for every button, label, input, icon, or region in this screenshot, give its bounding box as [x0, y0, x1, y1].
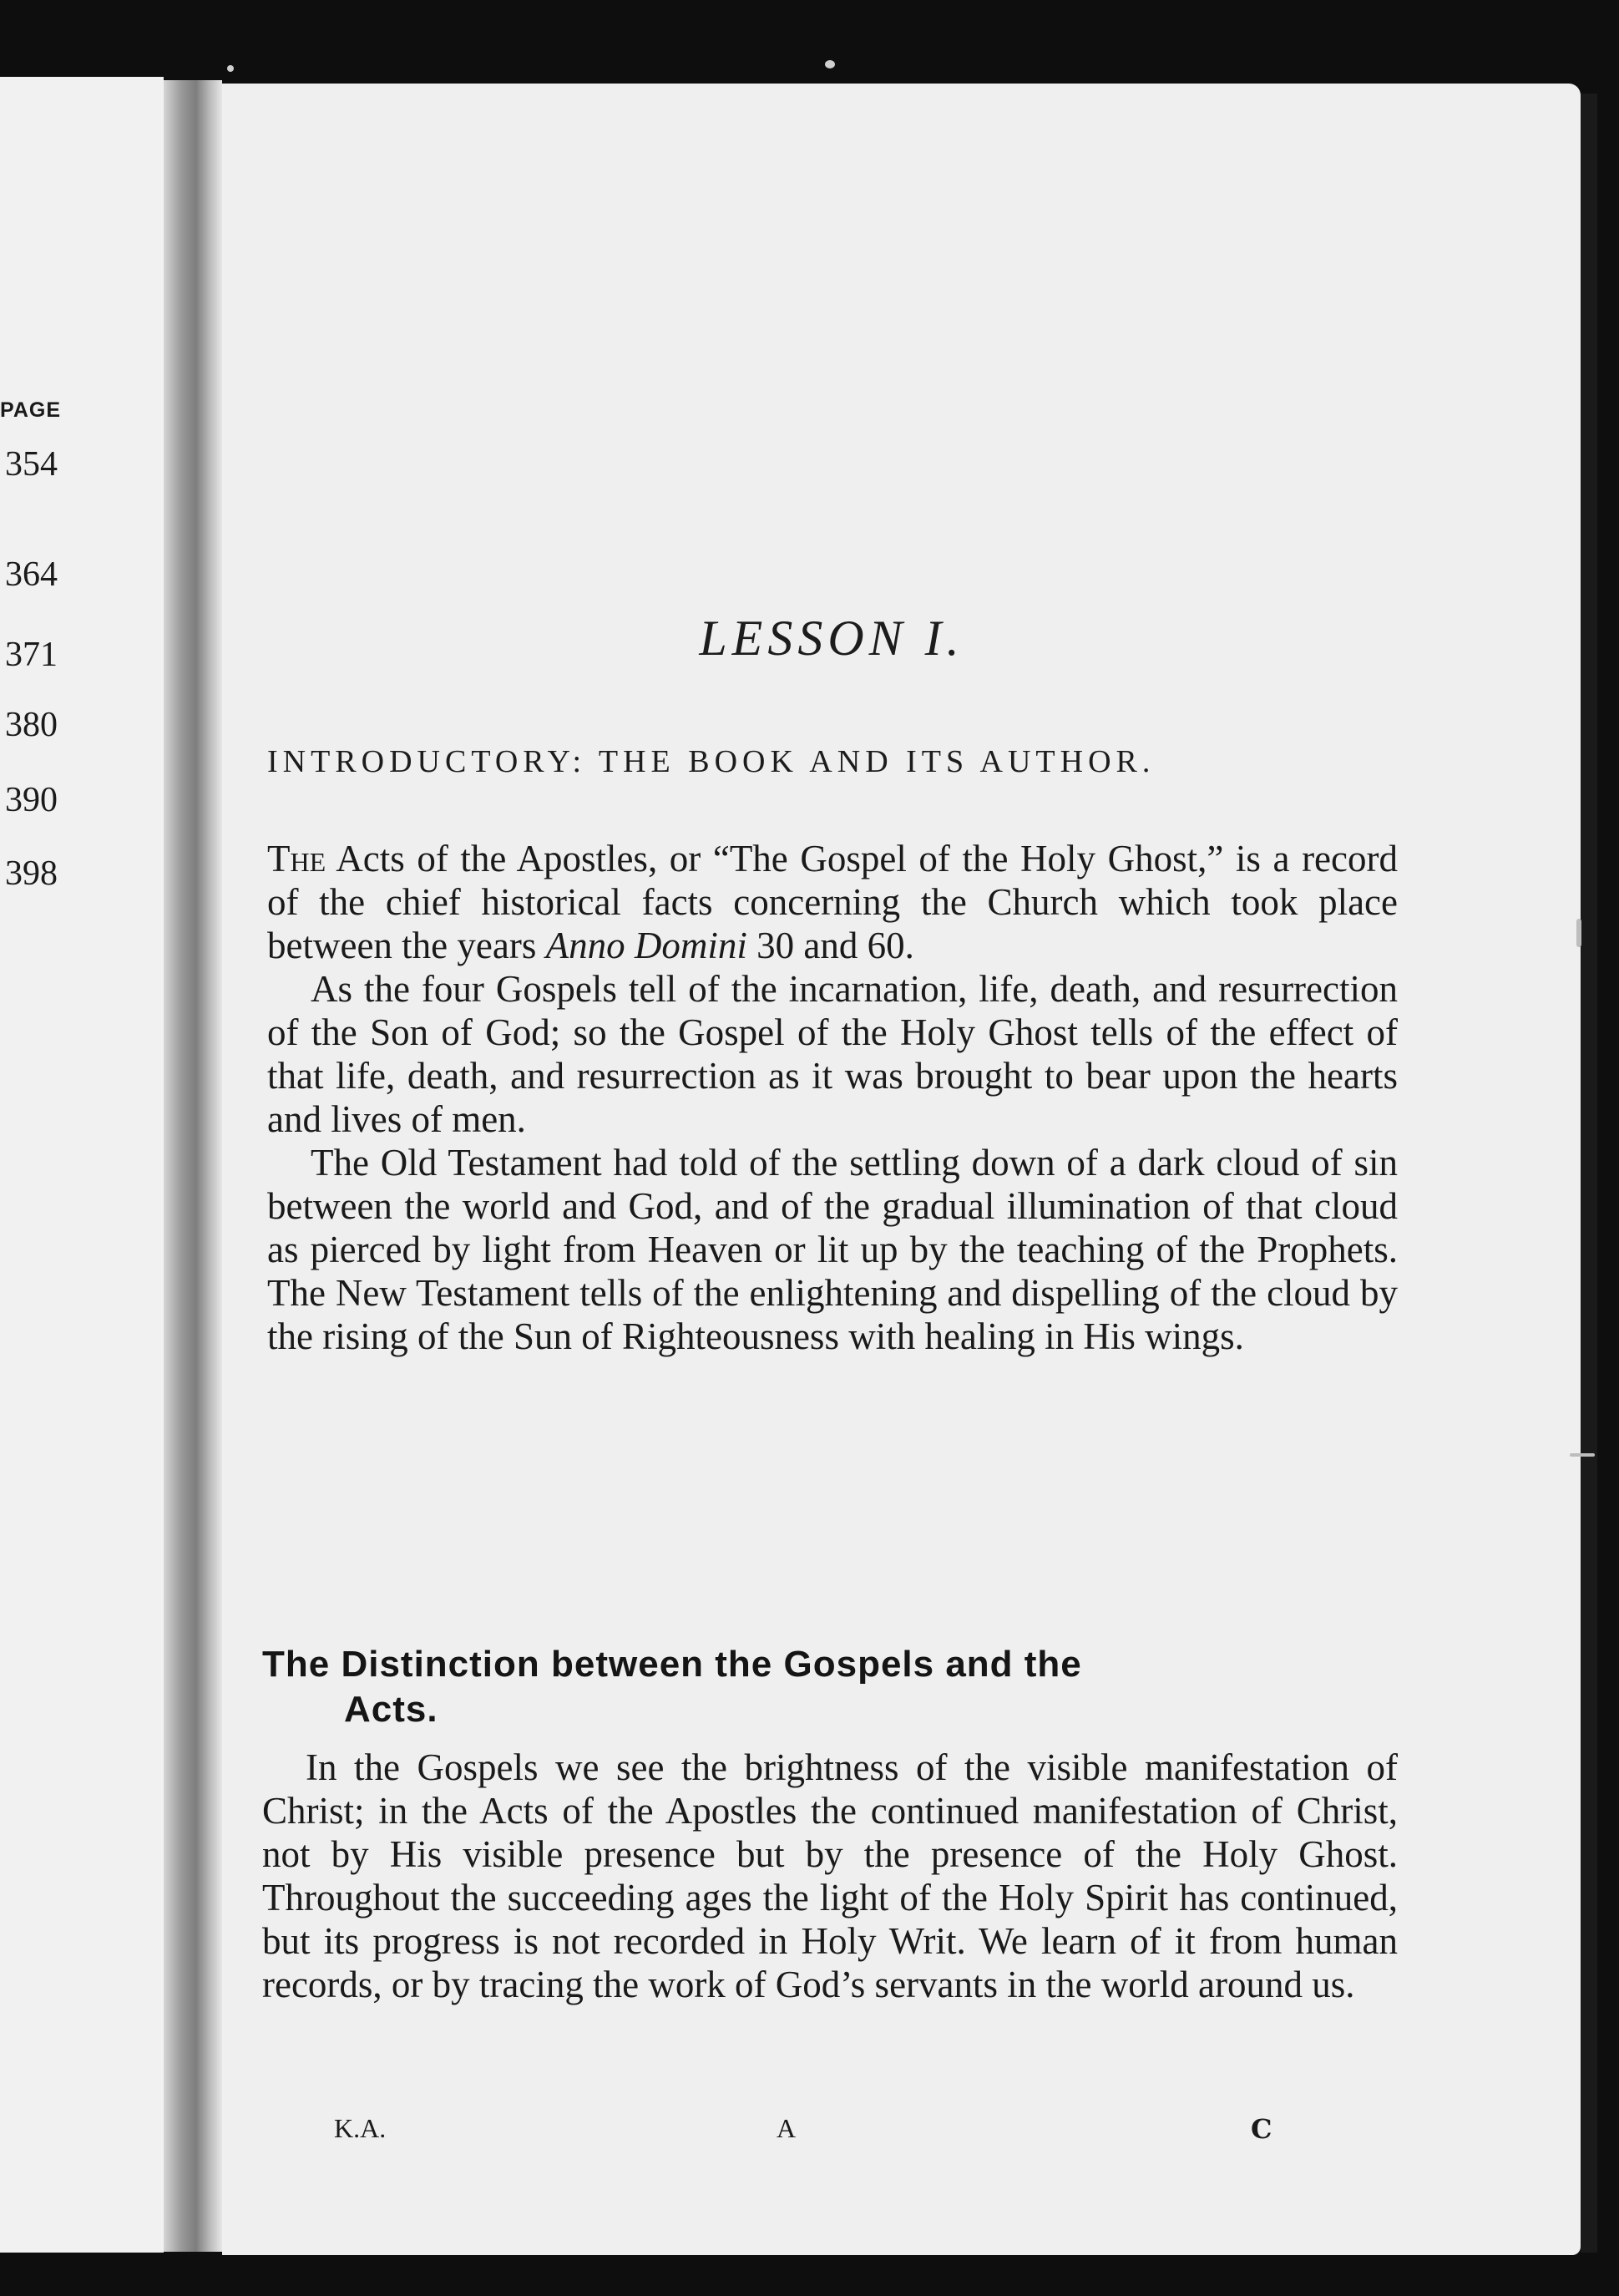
page-number: 398 [5, 854, 58, 893]
scan-speck [825, 60, 835, 68]
previous-page-edge [0, 77, 164, 2253]
section-text [262, 1746, 1398, 2006]
page-edge-shadow [1581, 94, 1597, 2253]
scan-speck [227, 65, 234, 72]
paragraph-text: Acts of the Apostles, or “The Gospel of the Holy Ghost,” is a record of the chief historical facts concerning the Church which took place between the years [267, 838, 1398, 966]
footer-signature-letter: A [777, 2113, 797, 2143]
section-heading [262, 1642, 1398, 1732]
page-number: 390 [5, 781, 58, 819]
book-gutter [164, 80, 222, 2252]
page-number: 364 [5, 555, 58, 594]
intro-paragraph-3: The Old Testament had told of the settling down of a dark cloud of sin between the world and God, and of the gradual illumination of that cloud as pierced by light from Heaven or lit up by the teaching of the Prophets. The New Testament tells of the enlightening and dispelling of the cloud by the rising of the Sun of Righteousness with healing in His wings. [267, 1142, 1398, 1357]
page-number: 371 [5, 636, 58, 674]
chapter-subtitle: INTRODUCTORY: THE BOOK AND ITS AUTHOR. [267, 744, 1156, 779]
paragraph-text: 30 and 60. [746, 925, 914, 966]
italic-phrase: Anno Domini [545, 925, 747, 966]
page-column-label: PAGE [0, 398, 61, 422]
page-number: 380 [5, 706, 58, 744]
scan-speck [1570, 1453, 1595, 1457]
intro-paragraph-1 [267, 837, 1398, 967]
intro-text [267, 837, 1398, 1358]
page-number: 354 [5, 445, 58, 484]
lesson-title: LESSON I. [699, 611, 964, 666]
scan-speck [1576, 919, 1581, 947]
section-heading-line: The Distinction between the Gospels and the [262, 1644, 1082, 1685]
footer-signature: K.A. [334, 2113, 387, 2143]
intro-paragraph-2: As the four Gospels tell of the incarnation, life, death, and resurrection of the Son of God; so the Gospel of the Holy Ghost tells of the effect of that life, death, and resurrection as it was brought to bear upon the hearts and lives of men. [267, 968, 1398, 1140]
lead-in-word: The [267, 838, 326, 879]
section-paragraph: In the Gospels we see the brightness of the visible manifestation of Christ; in the Acts of the Apostles the continued manifestation of Christ, not by His visible presence but by the presence of the Holy Ghost. Throughout the succeeding ages the light of the Holy Spirit has continued, but its progress is not recorded in Holy Writ. We learn of it from human records, or by tracing the work of God’s servants in the world around us. [262, 1746, 1398, 2005]
section-heading-line: Acts. [344, 1689, 438, 1730]
footer-mark: C [1251, 2113, 1272, 2145]
book-page [222, 84, 1581, 2255]
